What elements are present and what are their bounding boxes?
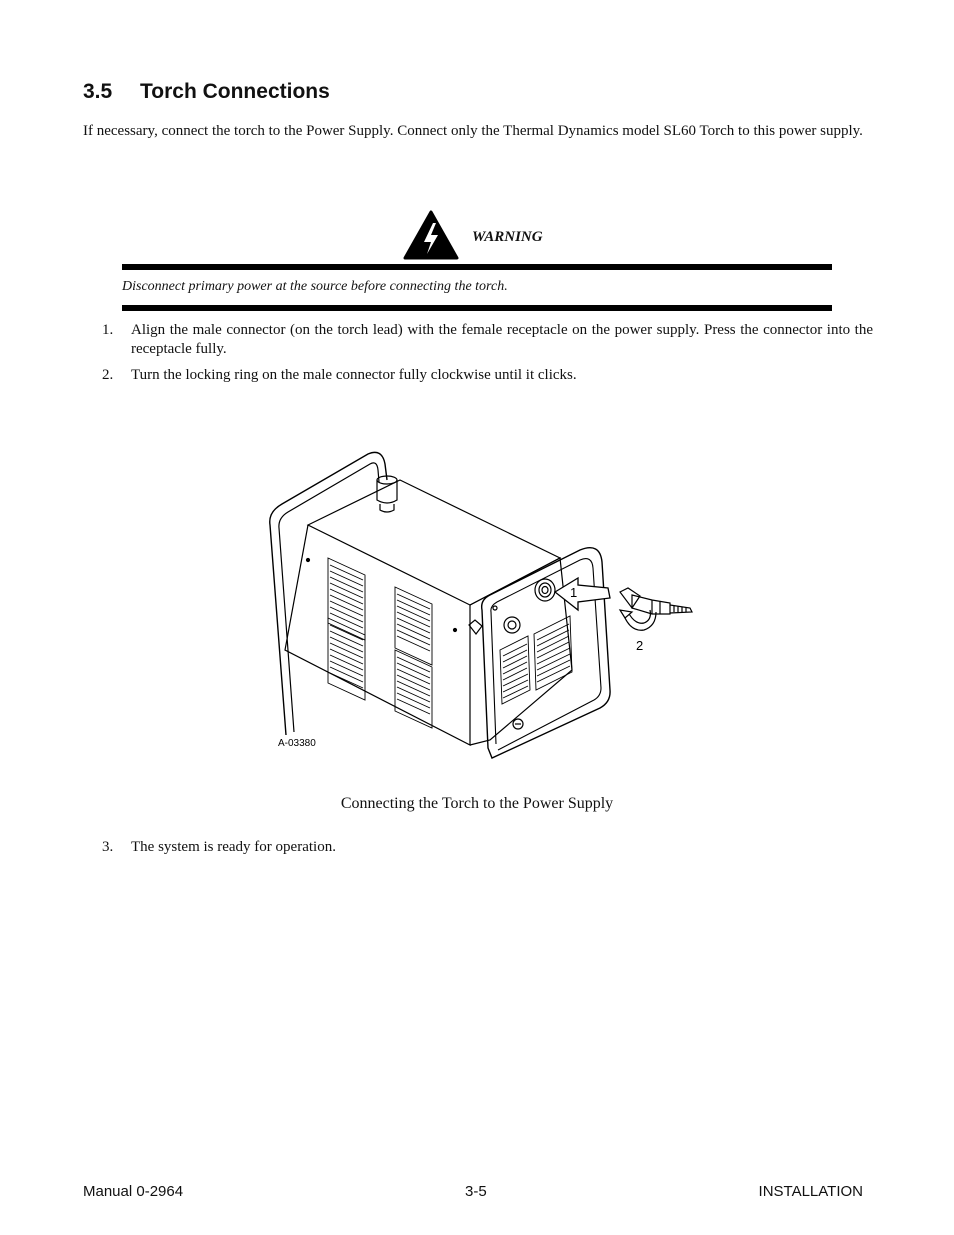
torch-connector (620, 588, 692, 614)
footer-page-number: 3-5 (465, 1183, 487, 1200)
power-supply-torch-illustration (260, 440, 700, 770)
torch-receptacle (535, 579, 555, 601)
step-text: Turn the locking ring on the male connector fully clockwise until it clicks. (131, 367, 577, 383)
warning-text: Disconnect primary power at the source before connecting the torch. (122, 279, 508, 294)
step-number: 1. (102, 322, 114, 338)
section-number: 3.5 (83, 80, 113, 103)
warning-rule-bottom (122, 305, 832, 311)
power-supply-unit (270, 452, 610, 758)
step-item (83, 366, 873, 385)
warning-label: WARNING (472, 229, 543, 245)
footer-manual-number: Manual 0-2964 (83, 1183, 184, 1200)
step-text: Align the male connector (on the torch lead) with the female receptacle on the power supply. Press the connector into the receptacle fully. (131, 322, 873, 357)
figure-id-label: A-03380 (278, 738, 316, 749)
section-heading (83, 80, 330, 104)
step-number: 2. (102, 367, 114, 383)
warning-rule-top (122, 264, 832, 270)
figure-caption: Connecting the Torch to the Power Supply (340, 795, 614, 812)
step-item (83, 321, 873, 359)
section-title: Torch Connections (140, 80, 330, 103)
footer-section-name: INSTALLATION (758, 1183, 863, 1200)
callout-label-1: 1 (570, 585, 578, 600)
step-number: 3. (102, 839, 114, 855)
intro-paragraph: If necessary, connect the torch to the Power Supply. Connect only the Thermal Dynamics model SL60 Torch to this power supply. (83, 123, 863, 139)
high-voltage-warning-icon (403, 210, 459, 260)
callout-label-2: 2 (636, 638, 644, 653)
step-text: The system is ready for operation. (131, 839, 336, 855)
rotation-arrow-2 (620, 610, 656, 630)
step-item (83, 838, 873, 857)
